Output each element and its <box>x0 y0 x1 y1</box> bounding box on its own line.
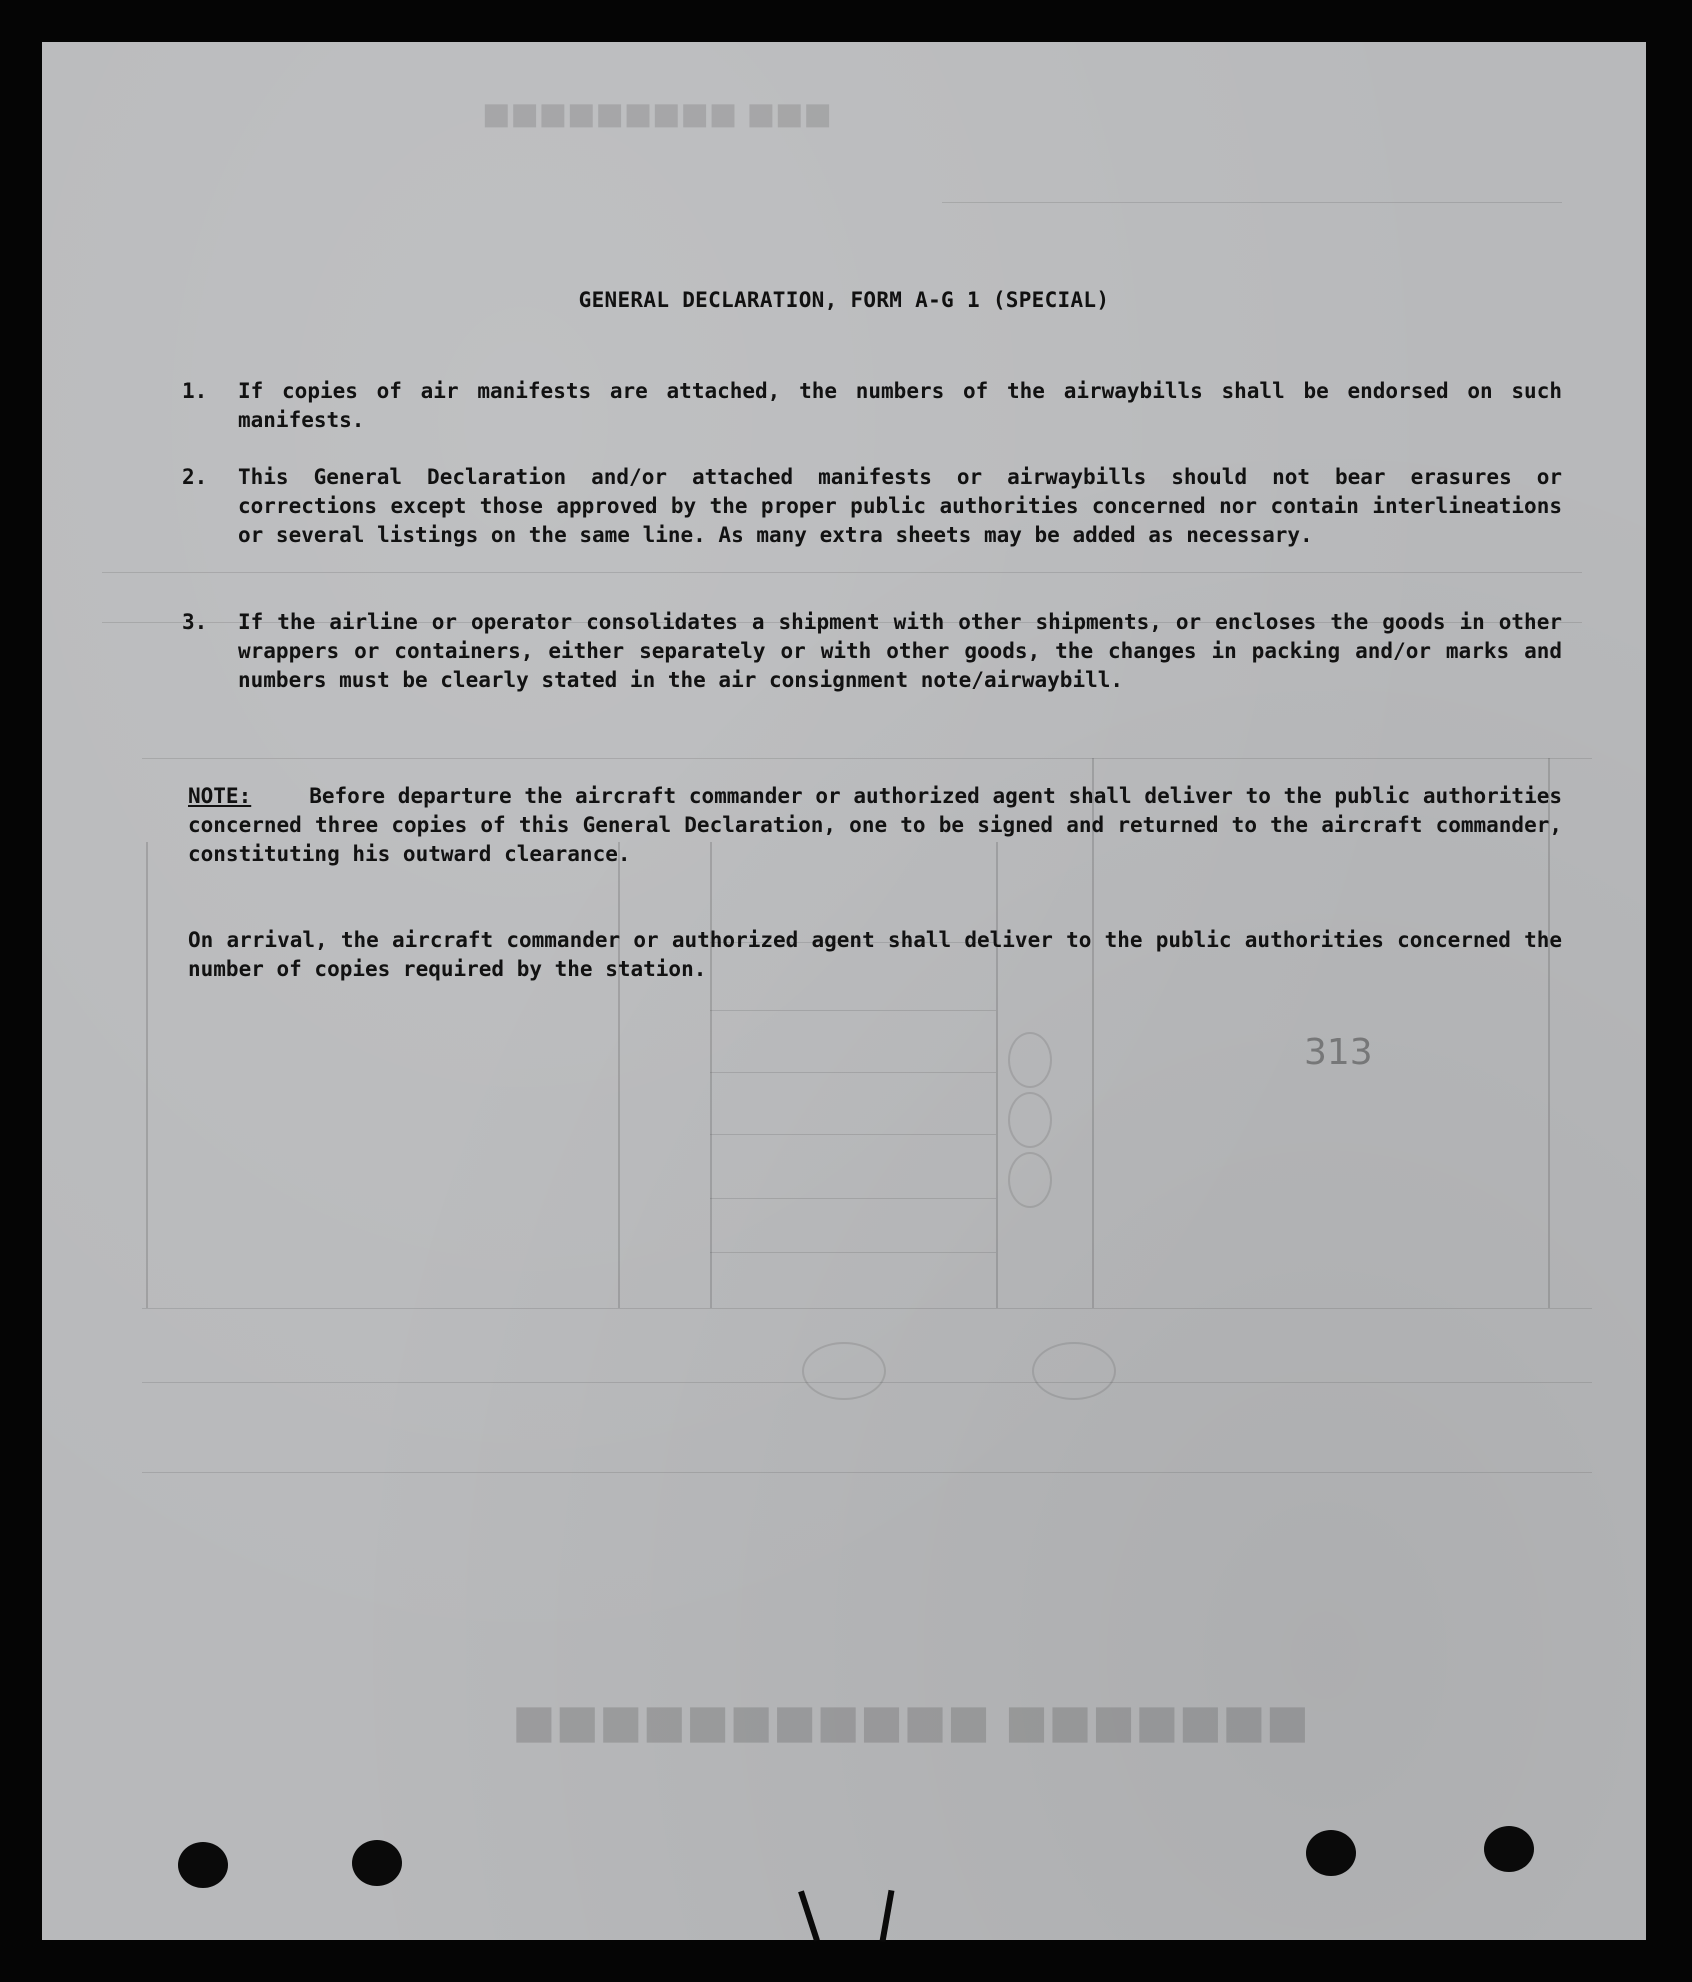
punch-hole <box>1484 1826 1534 1872</box>
show-through-rule <box>710 1010 996 1011</box>
show-through-column <box>996 842 998 1308</box>
form-title: GENERAL DECLARATION, FORM A-G 1 (SPECIAL) <box>578 288 1110 312</box>
show-through-mark <box>1008 1152 1052 1208</box>
show-through-heading: ■■■ ■■■■■■■■■ <box>482 100 832 135</box>
instruction-item <box>182 463 1562 550</box>
instruction-text: If the airline or operator consolidates a shipment with other shipments, or encloses the goods in other wrappers or containers, either separately or with other goods, the changes in packing and/or marks and numbers must be clearly stated in the air consignment note/airwaybill. <box>238 610 1562 692</box>
note-text: Before departure the aircraft commander or authorized agent shall deliver to the public authorities concerned three copies of this General Declaration, one to be signed and returned to the aircraft commander, constituting his outward clearance. <box>188 784 1562 866</box>
show-through-rule <box>102 572 1582 573</box>
show-through-rule <box>942 202 1562 203</box>
instruction-text: If copies of air manifests are attached, the numbers of the airwaybills shall be endorsed on such manifests. <box>238 379 1562 432</box>
instruction-item <box>182 377 1562 435</box>
stamp-number: 313 <box>1304 1032 1373 1073</box>
instruction-number: 3. <box>182 610 208 634</box>
instruction-text: This General Declaration and/or attached manifests or airwaybills should not bear erasures or corrections except those approved by the proper public authorities concerned nor contain interlineations or several listings on the same line. As many extra sheets may be added as necessary. <box>238 465 1562 547</box>
show-through-column <box>618 842 620 1308</box>
show-through-rule <box>710 1198 996 1199</box>
show-through-heading: ■■■■■■■ ■■■■■■■■■■■ <box>512 1702 1309 1756</box>
document-sheet <box>42 42 1646 1940</box>
note-label: NOTE: <box>188 784 252 808</box>
show-through-rule <box>710 1252 996 1253</box>
note-paragraph <box>188 782 1562 869</box>
instruction-number: 1. <box>182 379 208 403</box>
show-through-rule <box>142 758 1592 759</box>
arrival-paragraph: On arrival, the aircraft commander or authorized agent shall deliver to the public authorities concerned the number of copies required by the station. <box>188 928 1562 981</box>
show-through-mark <box>1008 1032 1052 1088</box>
punch-hole <box>352 1840 402 1886</box>
show-through-column <box>710 842 712 1308</box>
show-through-rule <box>142 1472 1592 1473</box>
show-through-column <box>146 842 148 1308</box>
punch-hole <box>178 1842 228 1888</box>
show-through-rule <box>142 1308 1592 1309</box>
show-through-rule <box>710 1134 996 1135</box>
punch-hole <box>1306 1830 1356 1876</box>
instruction-number: 2. <box>182 465 208 489</box>
show-through-mark <box>802 1342 886 1400</box>
show-through-mark <box>1008 1092 1052 1148</box>
show-through-mark <box>1032 1342 1116 1400</box>
show-through-rule <box>710 1072 996 1073</box>
instruction-item <box>182 608 1562 695</box>
